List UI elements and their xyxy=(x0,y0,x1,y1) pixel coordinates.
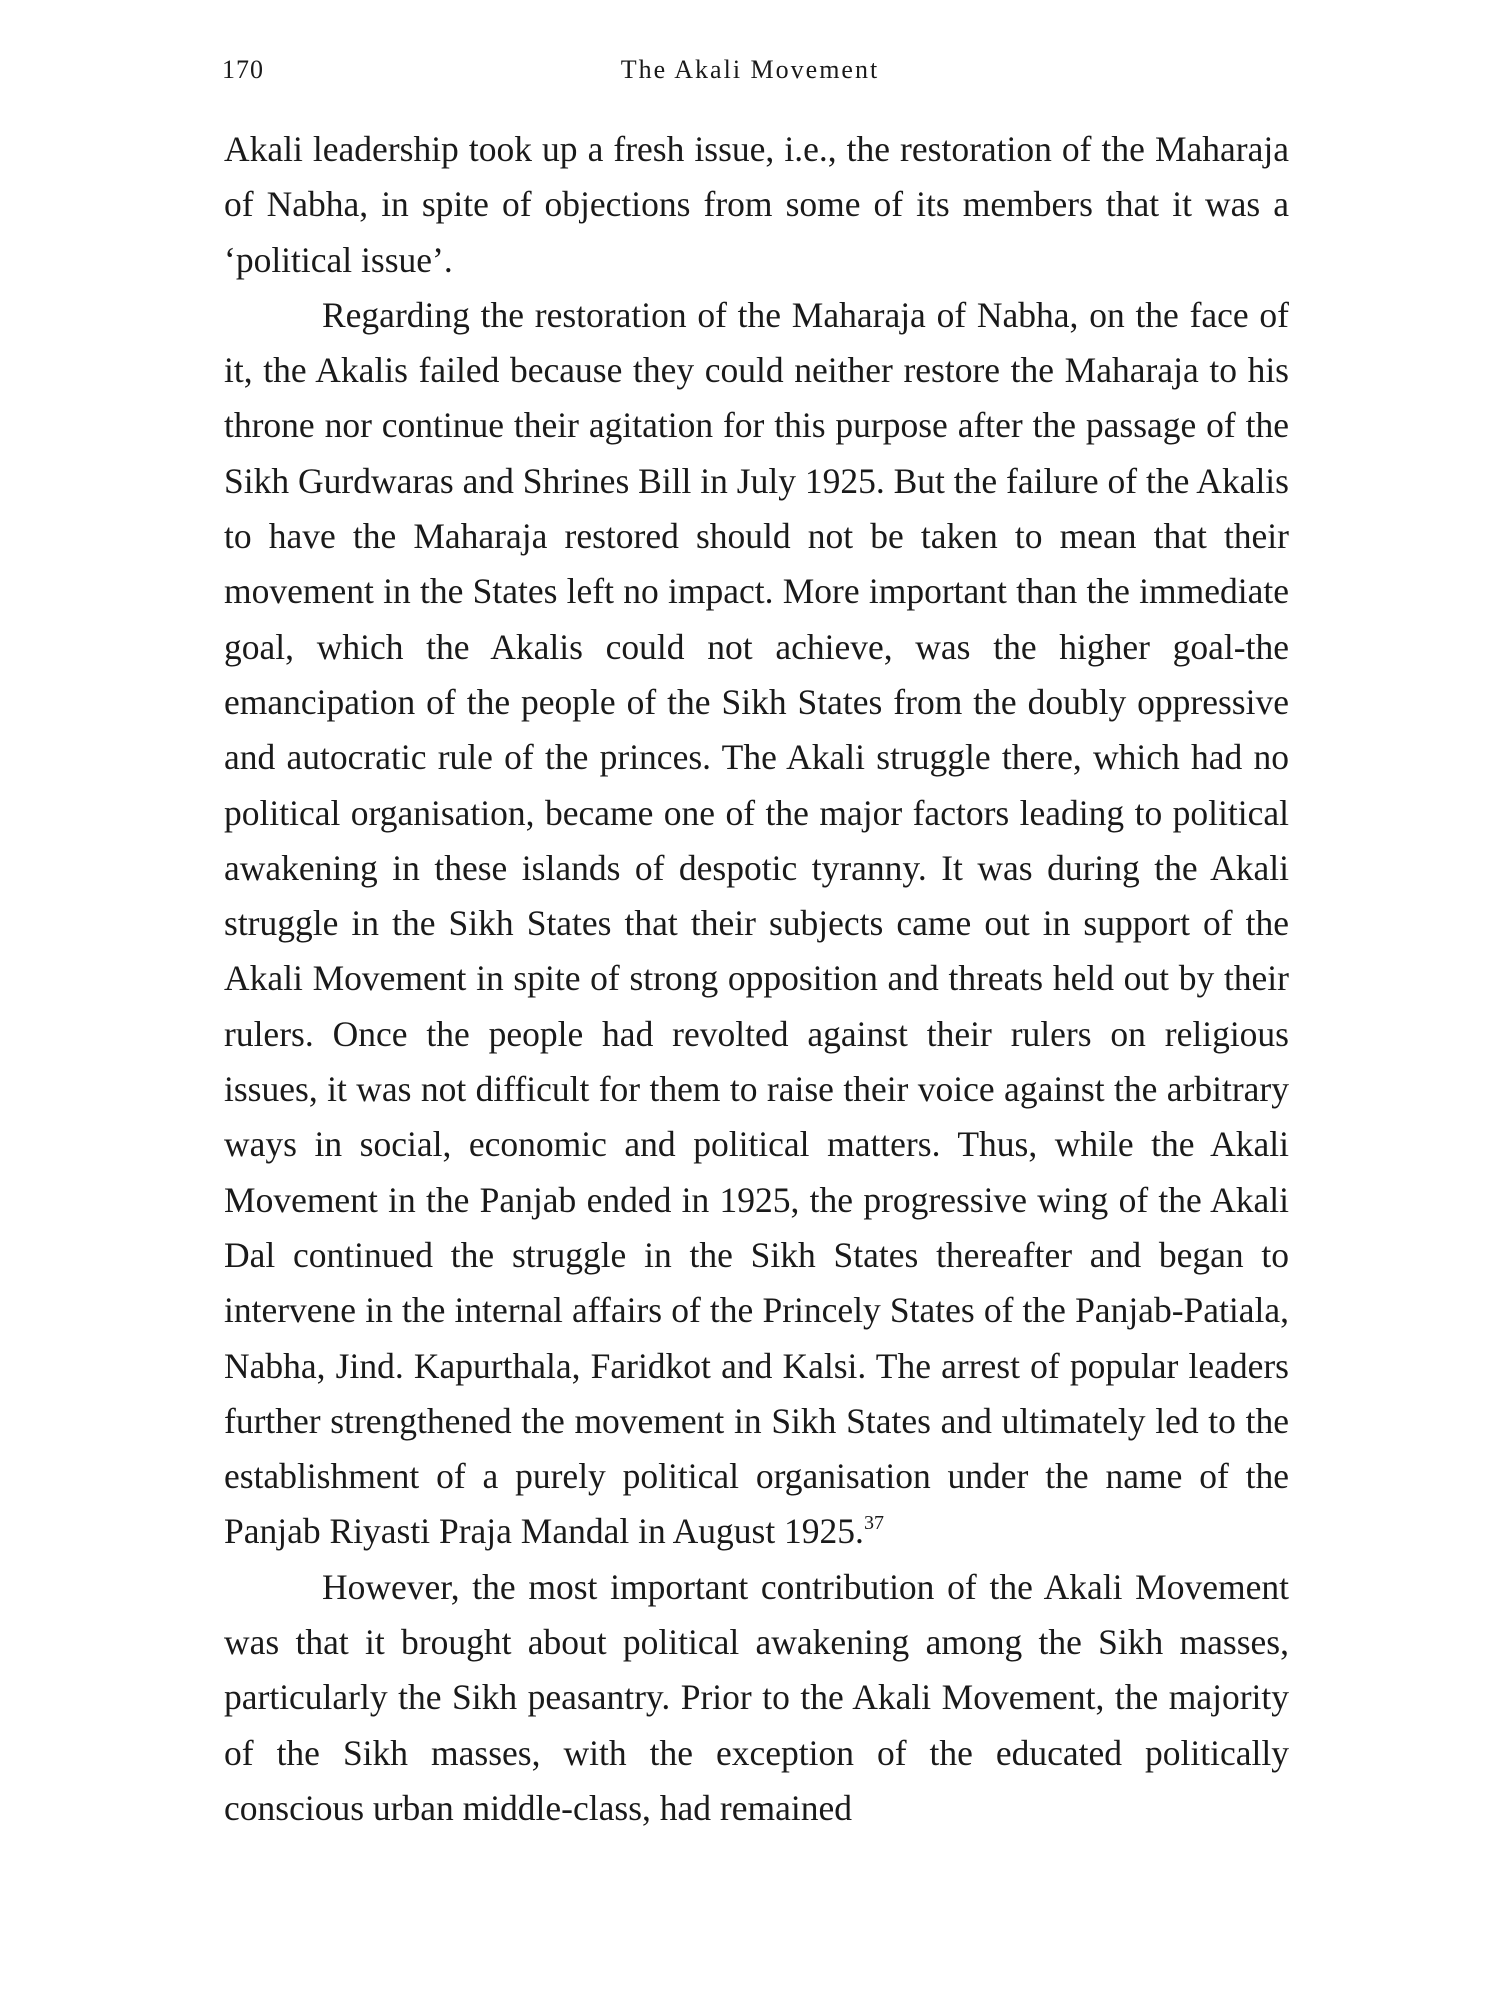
paragraph-political-awakening xyxy=(224,1560,1289,1836)
paragraph-text: However, the most important contribution of the Akali Movement was that it brought about political awakening among the Sikh masses, particularly the Sikh peasantry. Prior to the Akali Movement, the majority of the Sikh masses, with the exception of the educated politically conscious urban middle-class, had remained xyxy=(224,1566,1289,1828)
paragraph-continuation xyxy=(224,122,1289,288)
page-number: 170 xyxy=(222,55,264,84)
body-text xyxy=(224,122,1289,1836)
paragraph-text: Regarding the restoration of the Maharaja of Nabha, on the face of it, the Akalis failed because they could neither restore the Maharaja to his throne nor continue their agitation for this purpose after the passage of the Sikh Gurdwaras and Shrines Bill in July 1925. But the failure of the Akalis to have the Maharaja restored should not be taken to mean that their movement in the States left no impact. More important than the immediate goal, which the Akalis could not achieve, was the higher goal-the emancipation of the people of the Sikh States from the doubly oppressive and autocratic rule of the princes. The Akali struggle there, which had no political organisation, became one of the major factors leading to political awakening in these islands of despotic tyranny. It was during the Akali struggle in the Sikh States that their subjects came out in support of the Akali Movement in spite of strong opposition and threats held out by their rulers. Once the people had revolted against their rulers on religious issues, it was not difficult for them to raise their voice against the arbitrary ways in social, economic and political matters. Thus, while the Akali Movement in the Panjab ended in 1925, the progressive wing of the Akali Dal continued the struggle in the Sikh States thereafter and began to intervene in the internal affairs of the Princely States of the Panjab-Patiala, Nabha, Jind. Kapurthala, Faridkot and Kalsi. The arrest of popular leaders further strengthened the movement in Sikh States and ultimately led to the establishment of a purely political organisation under the name of the Panjab Riyasti Praja Mandal in August 1925. xyxy=(224,294,1289,1552)
paragraph-nabha-restoration xyxy=(224,288,1289,1560)
footnote-reference[interactable]: 37 xyxy=(863,1512,884,1535)
running-head xyxy=(0,55,1500,95)
running-title: The Akali Movement xyxy=(620,55,880,84)
paragraph-text: Akali leadership took up a fresh issue, i.e., the restoration of the Maharaja of Nabha, in spite of objections from some of its members that it was a ‘political issue’. xyxy=(224,129,1289,280)
